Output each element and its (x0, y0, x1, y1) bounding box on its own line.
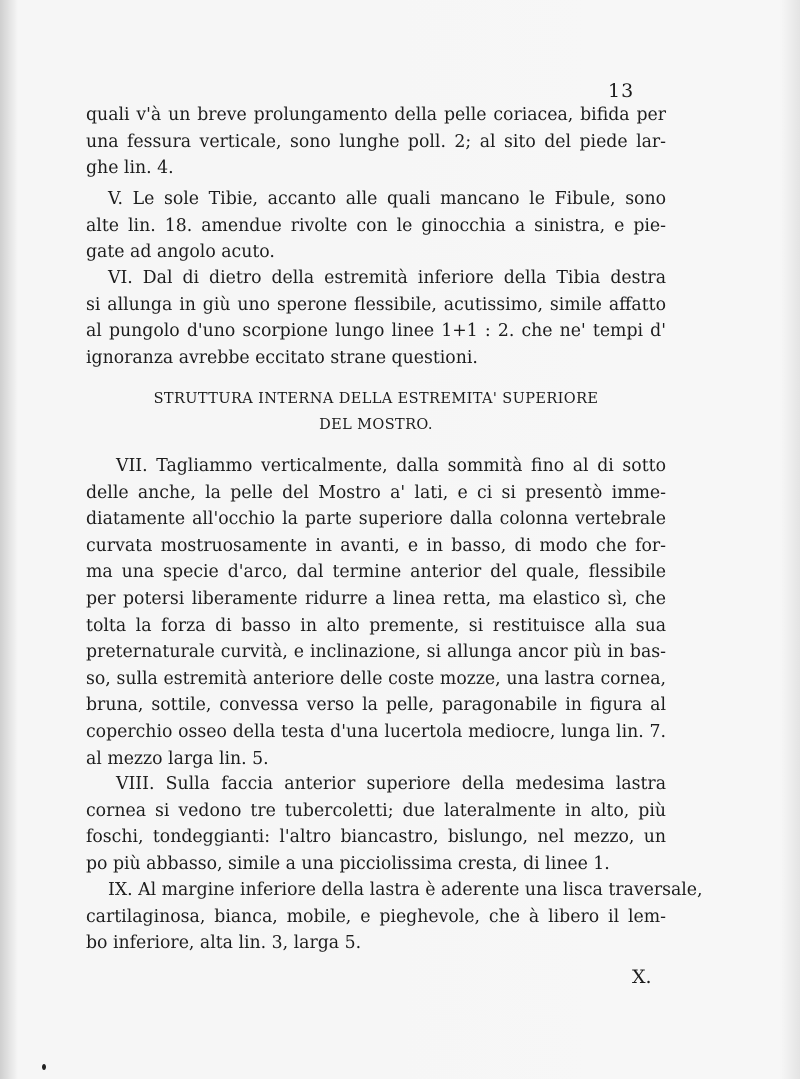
text-line: quali v'à un breve prolungamento della pelle coriacea, bifida per (86, 105, 666, 125)
text-line: cartilaginosa, bianca, mobile, e pieghevole, che à libero il lem- (86, 906, 666, 927)
ink-speck (42, 1064, 46, 1070)
text-line: si allunga in giù uno sperone flessibile, acutissimo, simile affatto (86, 294, 666, 315)
text-line: preternaturale curvità, e inclinazione, si allunga ancor più in bas- (86, 642, 666, 663)
paragraph-vi (86, 265, 666, 371)
paragraph-continuation (86, 102, 666, 182)
text-line: VII. Tagliammo verticalmente, dalla sommità fino al di sotto (116, 456, 666, 476)
text-line: al pungolo d'uno scorpione lungo linee 1+1 : 2. che ne' tempi d' (86, 321, 666, 342)
text-line: diatamente all'occhio la parte superiore dalla colonna vertebrale (86, 509, 666, 530)
text-line: gate ad angolo acuto. (86, 242, 275, 263)
catchword: X. (632, 966, 652, 988)
page-number: 13 (608, 80, 635, 102)
text-line: ignoranza avrebbe eccitato strane questioni. (86, 347, 478, 368)
text-line: VI. Dal di dietro della estremità inferiore della Tibia destra (108, 268, 666, 288)
paragraph-v (86, 186, 666, 266)
text-line: bo inferiore, alta lin. 3, larga 5. (86, 933, 362, 954)
paragraph-vii (86, 453, 666, 772)
text-line: po più abbasso, simile a una picciolissima cresta, di linee 1. (86, 853, 610, 874)
section-heading (86, 386, 666, 438)
text-line: so, sulla estremità anteriore delle coste mozze, una lastra cornea, (86, 668, 666, 689)
text-line: ghe lin. 4. (86, 158, 174, 179)
text-line: delle anche, la pelle del Mostro a' lati, e ci si presentò imme- (86, 482, 666, 503)
heading-line: STRUTTURA INTERNA DELLA ESTREMITA' SUPERIORE (153, 391, 599, 407)
text-line: bruna, sottile, convessa verso la pelle, paragonabile in figura al (86, 695, 666, 716)
text-line: per potersi liberamente ridurre a linea retta, ma elastico sì, che (86, 588, 666, 609)
paragraph-viii (86, 771, 666, 877)
text-line: curvata mostruosamente in avanti, e in basso, di modo che for- (86, 535, 666, 556)
text-line: ma una specie d'arco, dal termine anterior del quale, flessibile (86, 562, 666, 583)
text-line: tolta la forza di basso in alto premente, si restituisce alla sua (86, 615, 666, 636)
text-line: una fessura verticale, sono lunghe poll. 2; al sito del piede lar- (86, 131, 666, 152)
text-line: V. Le sole Tibie, accanto alle quali mancano le Fibule, sono (108, 189, 666, 209)
text-line: coperchio osseo della testa d'una lucertola mediocre, lunga lin. 7. (86, 721, 666, 742)
text-line: VIII. Sulla faccia anterior superiore della medesima lastra (116, 774, 666, 794)
text-line: al mezzo larga lin. 5. (86, 748, 269, 769)
text-line: IX. Al margine inferiore della lastra è aderente una lisca traversale, (108, 880, 703, 900)
heading-line: DEL MOSTRO. (319, 417, 433, 433)
paragraph-ix (86, 877, 703, 957)
text-line: cornea si vedono tre tubercoletti; due lateralmente in alto, più (86, 800, 666, 821)
text-line: alte lin. 18. amendue rivolte con le ginocchia a sinistra, e pie- (86, 215, 666, 236)
text-line: foschi, tondeggianti: l'altro biancastro, bislungo, nel mezzo, un (86, 827, 666, 848)
